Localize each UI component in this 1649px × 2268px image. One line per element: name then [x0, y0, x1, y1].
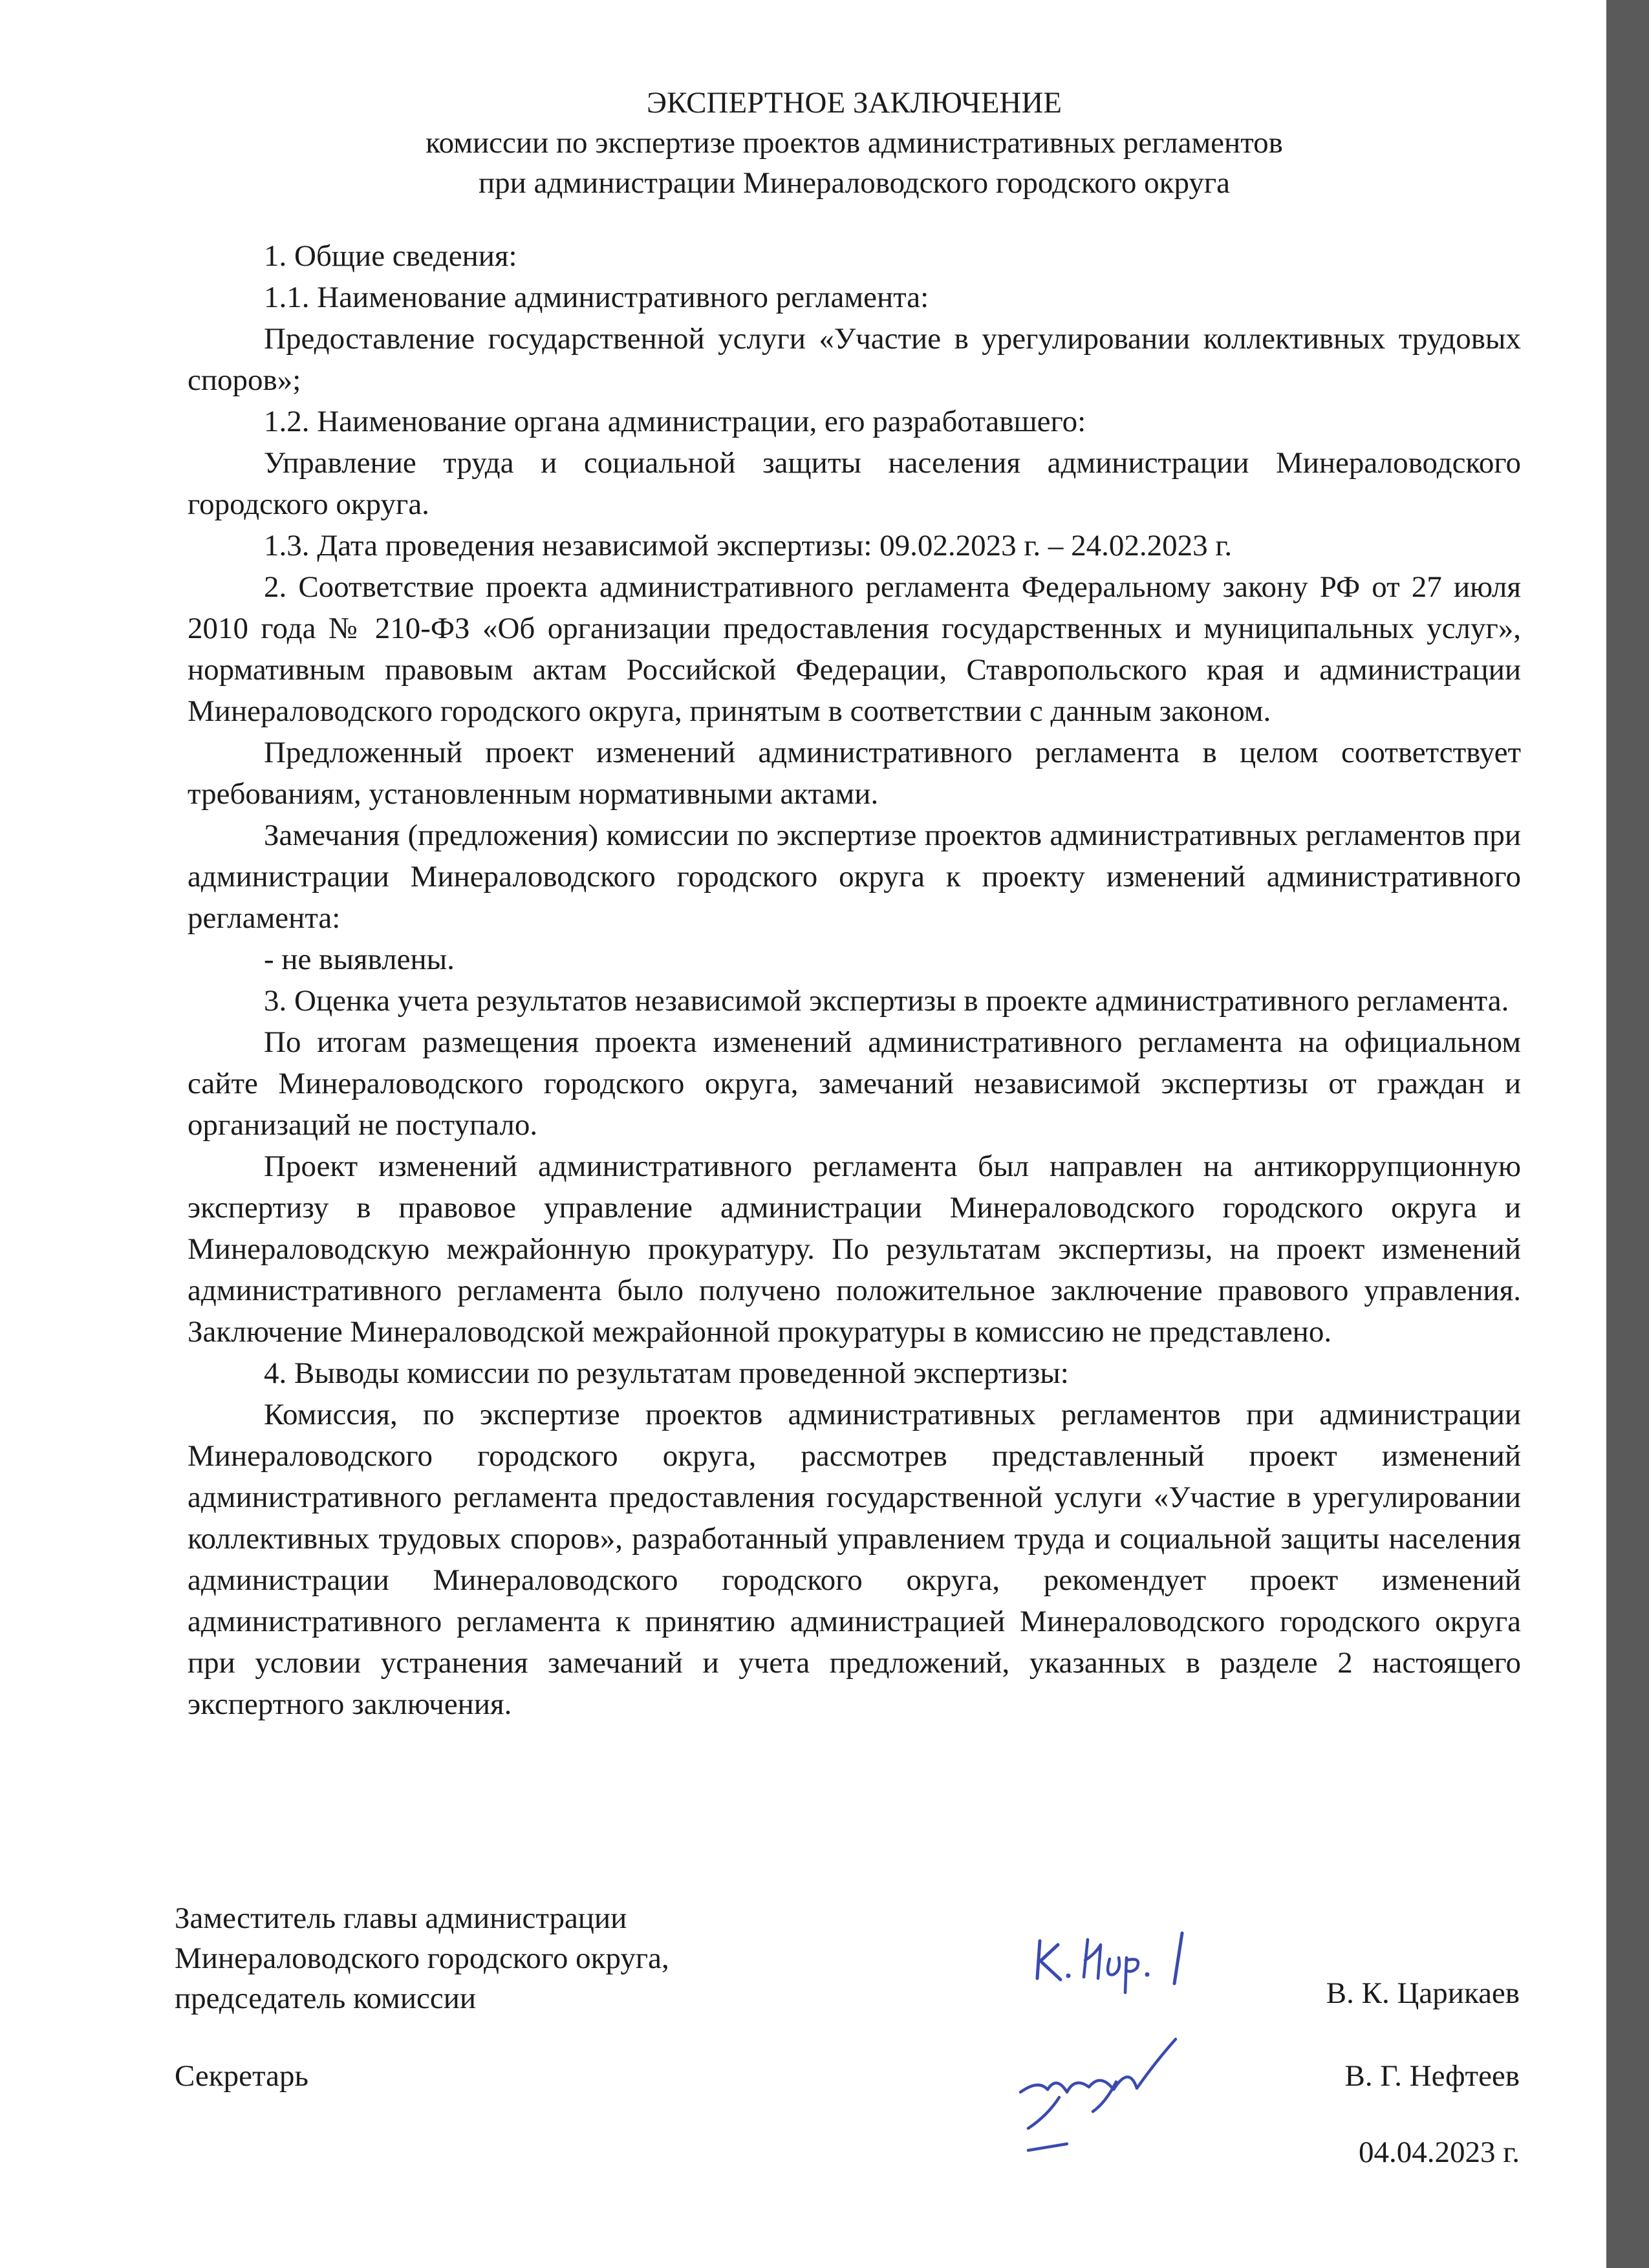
- document-page: [188, 83, 1521, 1725]
- anticorruption-expertise: Проект изменений административного регламента был направлен на антикоррупционную экспертизу в правовое управление администрации Минераловодского городского округа и Минераловодскую межрайонную прокуратуру. По результатам экспертизы, на проект изменений административного регламента было получено положительное заключение правового управления. Заключение Минераловодской межрайонной прокуратуры в комиссию не представлено.: [188, 1150, 1521, 1349]
- chair-title: [175, 1898, 669, 2018]
- section-1-1-heading: 1.1. Наименование административного регламента:: [264, 281, 929, 314]
- section-1-heading: 1. Общие сведения:: [264, 239, 517, 273]
- document-title: ЭКСПЕРТНОЕ ЗАКЛЮЧЕНИЕ: [646, 86, 1062, 120]
- chair-title-line1: Заместитель главы администрации: [175, 1901, 627, 1935]
- section-2-compliance: 2. Соответствие проекта административного регламента Федеральному закону РФ от 27 июля 2010 года № 210-ФЗ «Об организации предоставления государственных и муниципальных услуг», нормативным правовым актам Российской Федерации, Ставропольского края и администрации Минераловодского городского округа, принятым в соответствии с данным законом.: [188, 570, 1521, 728]
- chair-title-line2: Минераловодского городского округа,: [175, 1942, 669, 1975]
- document-body: [188, 235, 1521, 1725]
- document-subtitle-line1: комиссии по экспертизе проектов административных регламентов: [426, 126, 1283, 160]
- chair-name: В. К. Царикаев: [1326, 1976, 1520, 2010]
- remarks-none: - не выявлены.: [264, 943, 455, 976]
- secretary-title: Секретарь: [175, 2059, 308, 2093]
- publication-result: По итогам размещения проекта изменений административного регламента на официальном сайте Минераловодского городского округа, замечаний независимой экспертизы от граждан и организаций не поступало.: [188, 1025, 1521, 1142]
- section-4-heading: 4. Выводы комиссии по результатам проведенной экспертизы:: [264, 1356, 1069, 1390]
- remarks-intro: Замечания (предложения) комиссии по экспертизе проектов административных регламентов при администрации Минераловодского городского округа к проекту изменений административного регламента:: [188, 818, 1521, 935]
- compliance-statement: Предложенный проект изменений административного регламента в целом соответствует требованиям, установленным нормативными актами.: [188, 736, 1521, 811]
- commission-conclusion: Комиссия, по экспертизе проектов административных регламентов при администрации Минераловодского городского округа, рассмотрев представленный проект изменений административного регламента предоставления государственной услуги «Участие в урегулировании коллективных трудовых споров», разработанный управлением труда и социальной защиты населения администрации Минераловодского городского округа, рекомендует проект изменений административного регламента к принятию администрацией Минераловодского городского округа при условии устранения замечаний и учета предложений, указанных в разделе 2 настоящего экспертного заключения.: [188, 1398, 1521, 1721]
- document-subtitle-line2: при администрации Минераловодского городского округа: [478, 166, 1231, 200]
- regulation-name: Предоставление государственной услуги «Участие в урегулировании коллективных трудовых споров»;: [188, 322, 1521, 397]
- scan-dark-edge: [1606, 0, 1649, 2268]
- section-3-heading: 3. Оценка учета результатов независимой экспертизы в проекте административного регламента.: [264, 984, 1509, 1018]
- developer-name: Управление труда и социальной защиты населения администрации Минераловодского городского округа.: [188, 446, 1521, 521]
- chair-title-line3: председатель комиссии: [175, 1982, 477, 2015]
- secretary-signature-image: [1002, 2030, 1216, 2159]
- secretary-name: В. Г. Нефтеев: [1344, 2059, 1520, 2093]
- section-1-3-dates: 1.3. Дата проведения независимой экспертизы: 09.02.2023 г. – 24.02.2023 г.: [264, 529, 1233, 562]
- document-header: [188, 83, 1521, 203]
- document-date: 04.04.2023 г.: [1359, 2135, 1520, 2169]
- chair-signature-block: [175, 1898, 1520, 2021]
- section-1-2-heading: 1.2. Наименование органа администрации, его разработавшего:: [264, 405, 1086, 438]
- secretary-signature-block: [175, 2056, 1520, 2205]
- chair-signature-image: [1028, 1921, 1209, 1999]
